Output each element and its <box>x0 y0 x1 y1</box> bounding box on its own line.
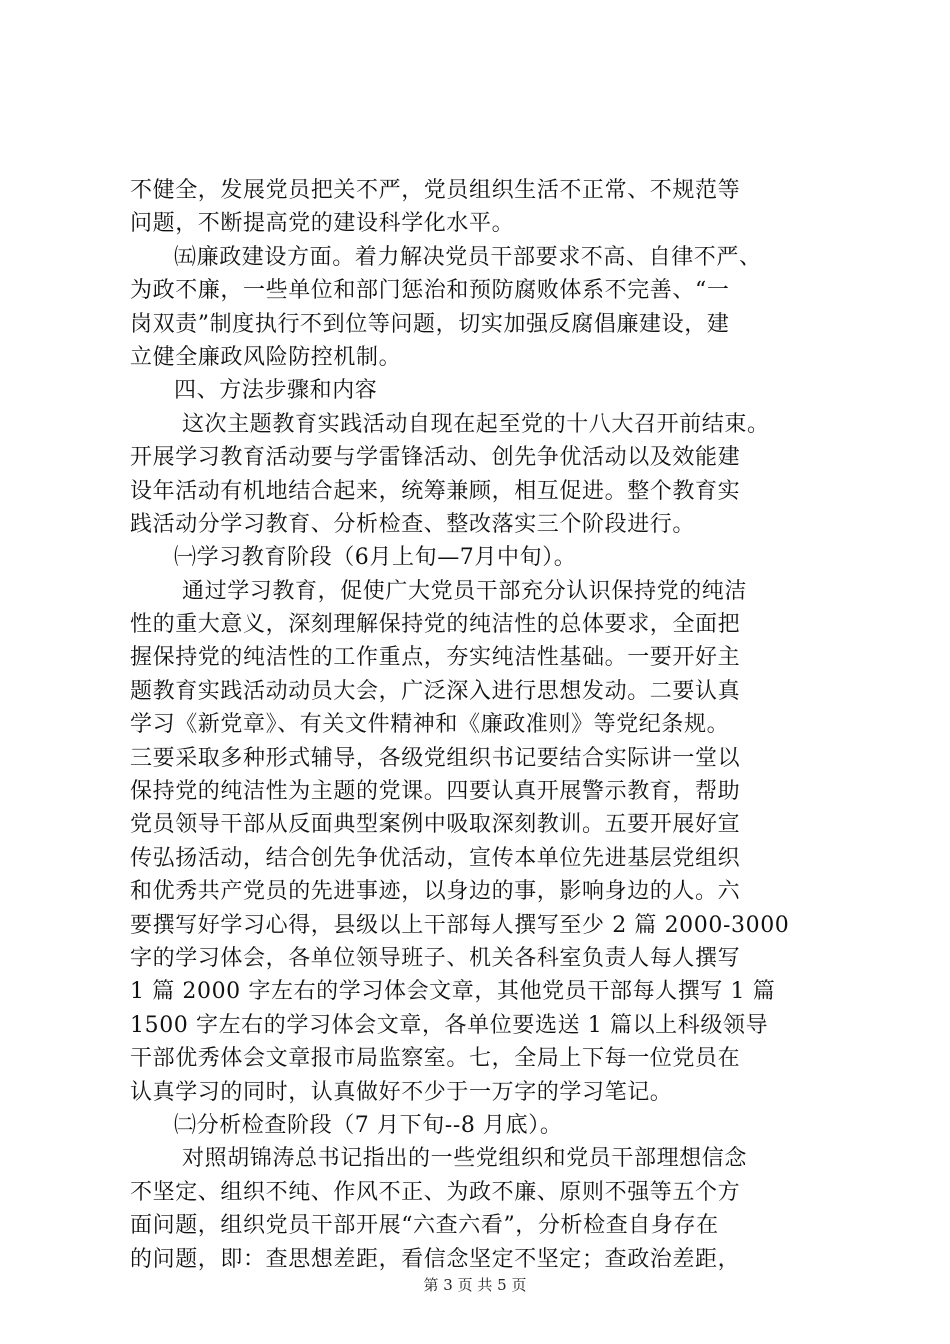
text-line: 开展学习教育活动要与学雷锋活动、创先争优活动以及效能建 <box>130 445 741 471</box>
text-line: 握保持党的纯洁性的工作重点，夯实纯洁性基础。一要开好主 <box>130 645 741 671</box>
text-line: 党员领导干部从反面典型案例中吸取深刻教训。五要开展好宣 <box>130 812 741 838</box>
text-line: 认真学习的同时，认真做好不少于一万字的学习笔记。 <box>130 1079 673 1105</box>
page-footer: 第 3 页 共 5 页 <box>423 1276 527 1294</box>
text-line: 对照胡锦涛总书记指出的一些党组织和党员干部理想信念 <box>182 1146 748 1172</box>
text-line: 面问题，组织党员干部开展“六查六看”，分析检查自身存在 <box>130 1213 719 1239</box>
text-line: 三要采取多种形式辅导，各级党组织书记要结合实际讲一堂以 <box>130 745 741 771</box>
text-line: 1 篇 2000 字左右的学习体会文章，其他党员干部每人撰写 1 篇 <box>130 979 776 1005</box>
text-line: 岗双责”制度执行不到位等问题，切实加强反腐倡廉建设，建 <box>130 311 730 337</box>
text-line: 践活动分学习教育、分析检查、整改落实三个阶段进行。 <box>130 511 696 537</box>
text-line: 题教育实践活动动员大会，广泛深入进行思想发动。二要认真 <box>130 678 741 704</box>
text-line: 设年活动有机地结合起来，统筹兼顾，相互促进。整个教育实 <box>130 478 741 504</box>
text-line: 字的学习体会，各单位领导班子、机关各科室负责人每人撰写 <box>130 945 741 971</box>
text-line: ㈤廉政建设方面。着力解决党员干部要求不高、自律不严、 <box>174 244 762 270</box>
text-line: 的问题，即：查思想差距，看信念坚定不坚定；查政治差距， <box>130 1246 741 1272</box>
text-line: 传弘扬活动，结合创先争优活动，宣传本单位先进基层党组织 <box>130 845 741 871</box>
text-line: 通过学习教育，促使广大党员干部充分认识保持党的纯洁 <box>182 578 748 604</box>
text-line: ㈠学习教育阶段（6月上旬—7月中旬）。 <box>174 545 577 571</box>
text-line: 性的重大意义，深刻理解保持党的纯洁性的总体要求，全面把 <box>130 612 741 638</box>
text-line: ㈡分析检查阶段（7 月下旬--8 月底）。 <box>174 1112 563 1138</box>
text-line: 问题，不断提高党的建设科学化水平。 <box>130 211 515 237</box>
text-line: 学习《新党章》、有关文件精神和《廉政准则》等党纪条规。 <box>130 712 730 738</box>
text-line: 这次主题教育实践活动自现在起至党的十八大召开前结束。 <box>182 411 770 437</box>
text-line: 不健全，发展党员把关不严，党员组织生活不正常、不规范等 <box>130 178 741 203</box>
text-line: 四、方法步骤和内容 <box>174 378 378 404</box>
text-line: 立健全廉政风险防控机制。 <box>130 344 402 370</box>
text-line: 要撰写好学习心得，县级以上干部每人撰写至少 2 篇 2000-3000 <box>130 912 790 938</box>
document-body <box>130 174 830 1276</box>
text-line: 不坚定、组织不纯、作风不正、为政不廉、原则不强等五个方 <box>130 1179 741 1205</box>
text-line: 为政不廉，一些单位和部门惩治和预防腐败体系不完善、“一 <box>130 278 730 304</box>
text-line: 和优秀共产党员的先进事迹，以身边的事，影响身边的人。六 <box>130 879 741 905</box>
text-line: 干部优秀体会文章报市局监察室。七，全局上下每一位党员在 <box>130 1046 741 1072</box>
text-line: 1500 字左右的学习体会文章，各单位要选送 1 篇以上科级领导 <box>130 1012 769 1038</box>
text-line: 保持党的纯洁性为主题的党课。四要认真开展警示教育，帮助 <box>130 779 741 805</box>
